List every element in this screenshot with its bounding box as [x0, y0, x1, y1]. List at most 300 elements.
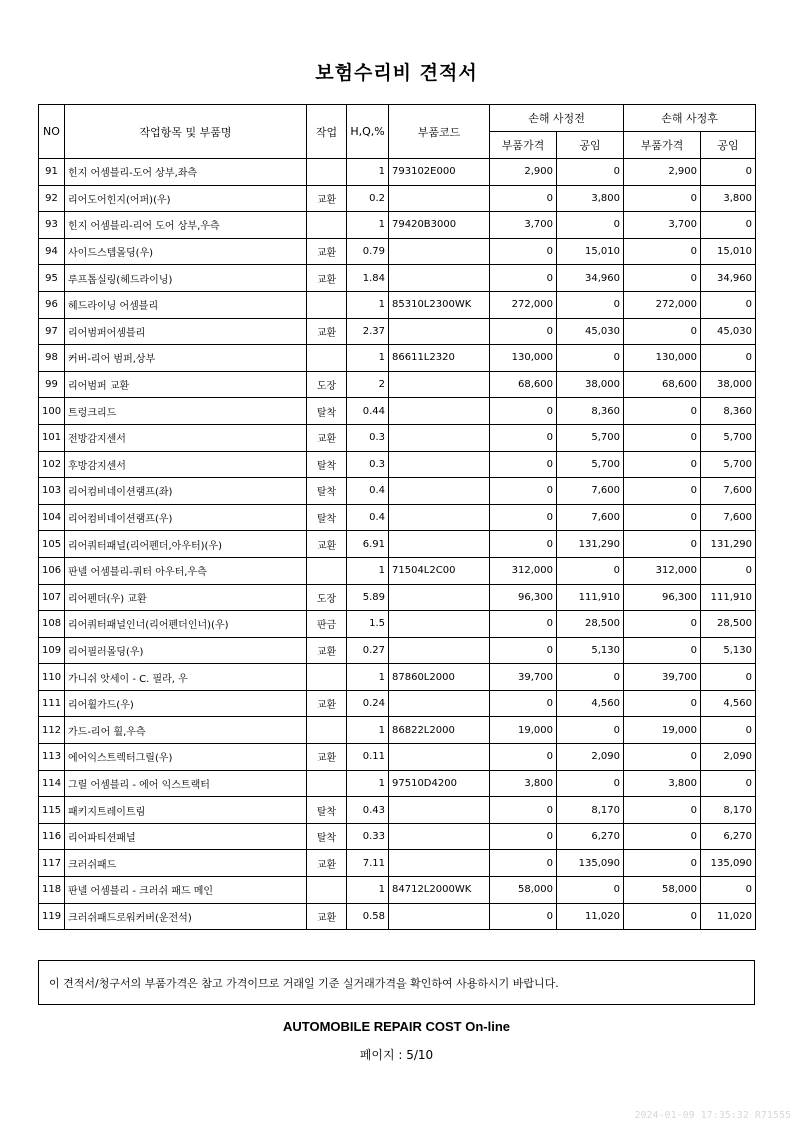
table-row	[39, 664, 756, 691]
row-before-labor: 0	[557, 717, 624, 744]
row-after-part-price: 0	[624, 823, 701, 850]
row-hq: 1.5	[347, 611, 389, 638]
row-hq: 6.91	[347, 531, 389, 558]
row-before-part-price: 3,700	[490, 212, 557, 239]
row-part-code	[389, 531, 490, 558]
row-part-code: 86822L2000	[389, 717, 490, 744]
row-hq: 0.44	[347, 398, 389, 425]
row-after-part-price: 0	[624, 318, 701, 345]
row-work-type	[307, 877, 347, 904]
row-work-type: 교환	[307, 690, 347, 717]
row-no: 109	[39, 637, 65, 664]
row-after-part-price: 0	[624, 451, 701, 478]
row-part-code	[389, 451, 490, 478]
table-row	[39, 823, 756, 850]
row-no: 101	[39, 424, 65, 451]
row-part-code: 793102E000	[389, 159, 490, 186]
row-after-part-price: 272,000	[624, 291, 701, 318]
table-row	[39, 531, 756, 558]
row-item-name: 리어휠가드(우)	[65, 690, 307, 717]
row-hq: 0.43	[347, 797, 389, 824]
row-before-labor: 11,020	[557, 903, 624, 930]
row-work-type: 교환	[307, 185, 347, 212]
row-after-labor: 0	[701, 717, 756, 744]
table-row	[39, 584, 756, 611]
row-item-name: 전방감지센서	[65, 424, 307, 451]
table-row	[39, 265, 756, 292]
row-item-name: 리어범퍼 교환	[65, 371, 307, 398]
header-work: 작업	[307, 105, 347, 159]
row-hq: 1	[347, 557, 389, 584]
print-timestamp: 2024-01-09 17:35:32 R71555	[634, 1110, 791, 1121]
row-no: 114	[39, 770, 65, 797]
row-part-code	[389, 238, 490, 265]
row-hq: 0.27	[347, 637, 389, 664]
row-after-labor: 28,500	[701, 611, 756, 638]
row-after-labor: 15,010	[701, 238, 756, 265]
row-after-part-price: 19,000	[624, 717, 701, 744]
row-item-name: 가드-리어 휠,우측	[65, 717, 307, 744]
row-item-name: 그릴 어셈블리 - 에어 익스트랙터	[65, 770, 307, 797]
row-after-labor: 0	[701, 212, 756, 239]
header-code: 부품코드	[389, 105, 490, 159]
row-after-part-price: 0	[624, 690, 701, 717]
row-after-labor: 0	[701, 770, 756, 797]
row-work-type: 교환	[307, 637, 347, 664]
row-after-labor: 0	[701, 557, 756, 584]
row-hq: 0.4	[347, 478, 389, 505]
row-before-part-price: 0	[490, 903, 557, 930]
row-before-part-price: 19,000	[490, 717, 557, 744]
row-before-part-price: 0	[490, 398, 557, 425]
row-after-part-price: 0	[624, 398, 701, 425]
row-before-labor: 6,270	[557, 823, 624, 850]
row-work-type: 도장	[307, 584, 347, 611]
row-part-code	[389, 637, 490, 664]
header-after-labor: 공임	[701, 132, 756, 159]
row-before-labor: 5,130	[557, 637, 624, 664]
row-before-labor: 4,560	[557, 690, 624, 717]
table-row	[39, 557, 756, 584]
row-before-labor: 0	[557, 159, 624, 186]
row-no: 115	[39, 797, 65, 824]
row-before-labor: 0	[557, 557, 624, 584]
row-part-code	[389, 371, 490, 398]
row-hq: 1	[347, 877, 389, 904]
table-row	[39, 159, 756, 186]
row-no: 96	[39, 291, 65, 318]
row-before-part-price: 0	[490, 531, 557, 558]
row-before-part-price: 0	[490, 797, 557, 824]
row-after-labor: 0	[701, 877, 756, 904]
table-row	[39, 478, 756, 505]
header-after: 손해 사정후	[624, 105, 756, 132]
row-after-part-price: 68,600	[624, 371, 701, 398]
row-item-name: 가니쉬 앗세이 - C. 필라, 우	[65, 664, 307, 691]
row-part-code: 71504L2C00	[389, 557, 490, 584]
row-part-code	[389, 185, 490, 212]
row-work-type: 탈착	[307, 478, 347, 505]
row-after-labor: 6,270	[701, 823, 756, 850]
row-before-labor: 131,290	[557, 531, 624, 558]
row-after-part-price: 3,700	[624, 212, 701, 239]
footer-title: AUTOMOBILE REPAIR COST On-line	[282, 1019, 511, 1034]
row-work-type: 탈착	[307, 451, 347, 478]
notice-text: 이 견적서/청구서의 부품가격은 참고 가격이므로 거래일 기준 실거래가격을 확인하여 사용하시기 바랍니다.	[49, 976, 559, 990]
row-item-name: 커버-리어 범퍼,상부	[65, 345, 307, 372]
row-hq: 5.89	[347, 584, 389, 611]
table-row	[39, 398, 756, 425]
row-before-labor: 7,600	[557, 504, 624, 531]
row-after-part-price: 0	[624, 850, 701, 877]
row-part-code: 87860L2000	[389, 664, 490, 691]
row-part-code	[389, 424, 490, 451]
row-no: 102	[39, 451, 65, 478]
row-item-name: 힌지 어셈블리-리어 도어 상부,우측	[65, 212, 307, 239]
row-after-part-price: 0	[624, 903, 701, 930]
row-no: 113	[39, 744, 65, 771]
row-before-labor: 2,090	[557, 744, 624, 771]
row-no: 103	[39, 478, 65, 505]
row-before-part-price: 2,900	[490, 159, 557, 186]
row-item-name: 리어도어힌지(어퍼)(우)	[65, 185, 307, 212]
row-after-labor: 5,700	[701, 451, 756, 478]
row-part-code	[389, 398, 490, 425]
row-before-labor: 15,010	[557, 238, 624, 265]
row-no: 97	[39, 318, 65, 345]
row-after-labor: 45,030	[701, 318, 756, 345]
row-work-type	[307, 770, 347, 797]
row-part-code	[389, 823, 490, 850]
row-hq: 2.37	[347, 318, 389, 345]
row-hq: 0.2	[347, 185, 389, 212]
row-after-labor: 0	[701, 159, 756, 186]
row-work-type	[307, 291, 347, 318]
row-work-type	[307, 557, 347, 584]
table-row	[39, 345, 756, 372]
row-before-part-price: 0	[490, 451, 557, 478]
row-no: 112	[39, 717, 65, 744]
row-no: 110	[39, 664, 65, 691]
row-no: 100	[39, 398, 65, 425]
table-row	[39, 850, 756, 877]
row-before-labor: 8,360	[557, 398, 624, 425]
header-before: 손해 사정전	[490, 105, 624, 132]
row-item-name: 리어컴비네이션램프(우)	[65, 504, 307, 531]
row-before-part-price: 0	[490, 744, 557, 771]
row-before-part-price: 0	[490, 611, 557, 638]
row-before-labor: 0	[557, 770, 624, 797]
row-hq: 0.11	[347, 744, 389, 771]
row-part-code: 86611L2320	[389, 345, 490, 372]
row-part-code	[389, 504, 490, 531]
row-after-part-price: 0	[624, 265, 701, 292]
row-no: 106	[39, 557, 65, 584]
row-no: 111	[39, 690, 65, 717]
row-hq: 1	[347, 345, 389, 372]
row-after-part-price: 3,800	[624, 770, 701, 797]
table-row	[39, 371, 756, 398]
row-item-name: 리어쿼터패널(리어펜더,아우터)(우)	[65, 531, 307, 558]
row-hq: 1	[347, 770, 389, 797]
row-hq: 0.3	[347, 424, 389, 451]
row-after-part-price: 96,300	[624, 584, 701, 611]
table-row	[39, 291, 756, 318]
row-after-part-price: 0	[624, 797, 701, 824]
row-before-labor: 34,960	[557, 265, 624, 292]
row-after-part-price: 58,000	[624, 877, 701, 904]
row-item-name: 리어쿼터패널인너(리어펜더인너)(우)	[65, 611, 307, 638]
row-after-part-price: 0	[624, 744, 701, 771]
row-hq: 1	[347, 159, 389, 186]
row-no: 116	[39, 823, 65, 850]
row-item-name: 리어범퍼어셈블리	[65, 318, 307, 345]
header-before-part-price: 부품가격	[490, 132, 557, 159]
row-item-name: 힌지 어셈블리-도어 상부,좌측	[65, 159, 307, 186]
row-item-name: 후방감지센서	[65, 451, 307, 478]
row-before-part-price: 0	[490, 318, 557, 345]
row-before-part-price: 312,000	[490, 557, 557, 584]
row-hq: 1	[347, 717, 389, 744]
row-part-code	[389, 850, 490, 877]
table-row	[39, 504, 756, 531]
row-after-labor: 8,170	[701, 797, 756, 824]
row-no: 94	[39, 238, 65, 265]
row-hq: 0.4	[347, 504, 389, 531]
row-work-type: 탈착	[307, 398, 347, 425]
row-no: 99	[39, 371, 65, 398]
row-before-part-price: 0	[490, 265, 557, 292]
row-no: 91	[39, 159, 65, 186]
page-number: 페이지 : 5/10	[359, 1048, 434, 1062]
row-after-part-price: 130,000	[624, 345, 701, 372]
row-no: 108	[39, 611, 65, 638]
row-before-part-price: 0	[490, 850, 557, 877]
row-work-type: 탈착	[307, 823, 347, 850]
table-row	[39, 637, 756, 664]
row-hq: 0.24	[347, 690, 389, 717]
row-before-part-price: 272,000	[490, 291, 557, 318]
row-before-part-price: 0	[490, 504, 557, 531]
row-work-type: 탈착	[307, 797, 347, 824]
row-after-part-price: 39,700	[624, 664, 701, 691]
row-part-code	[389, 797, 490, 824]
row-work-type: 교환	[307, 424, 347, 451]
table-row	[39, 690, 756, 717]
row-work-type: 교환	[307, 744, 347, 771]
row-before-labor: 38,000	[557, 371, 624, 398]
row-work-type: 교환	[307, 531, 347, 558]
row-after-labor: 38,000	[701, 371, 756, 398]
row-hq: 1.84	[347, 265, 389, 292]
row-after-labor: 0	[701, 291, 756, 318]
row-before-part-price: 0	[490, 823, 557, 850]
row-after-labor: 4,560	[701, 690, 756, 717]
row-part-code: 84712L2000WK	[389, 877, 490, 904]
row-no: 105	[39, 531, 65, 558]
row-item-name: 사이드스텝몰딩(우)	[65, 238, 307, 265]
row-after-labor: 7,600	[701, 478, 756, 505]
row-after-labor: 34,960	[701, 265, 756, 292]
row-before-part-price: 0	[490, 238, 557, 265]
table-row	[39, 611, 756, 638]
row-work-type: 교환	[307, 265, 347, 292]
row-before-part-price: 39,700	[490, 664, 557, 691]
row-before-labor: 111,910	[557, 584, 624, 611]
row-before-part-price: 96,300	[490, 584, 557, 611]
row-after-part-price: 0	[624, 424, 701, 451]
table-row	[39, 185, 756, 212]
header-no: NO	[39, 105, 65, 159]
row-after-labor: 131,290	[701, 531, 756, 558]
row-part-code	[389, 318, 490, 345]
row-hq: 0.58	[347, 903, 389, 930]
row-no: 98	[39, 345, 65, 372]
row-before-labor: 7,600	[557, 478, 624, 505]
row-before-part-price: 68,600	[490, 371, 557, 398]
row-item-name: 판넬 어셈블리 - 크러쉬 패드 메인	[65, 877, 307, 904]
row-hq: 1	[347, 664, 389, 691]
row-work-type: 교환	[307, 318, 347, 345]
row-part-code	[389, 584, 490, 611]
row-after-part-price: 0	[624, 478, 701, 505]
table-row	[39, 238, 756, 265]
row-before-labor: 0	[557, 291, 624, 318]
table-body	[39, 159, 756, 930]
row-after-labor: 5,700	[701, 424, 756, 451]
table-row	[39, 797, 756, 824]
row-before-part-price: 0	[490, 478, 557, 505]
row-no: 107	[39, 584, 65, 611]
row-item-name: 크러쉬패드로워커버(운전석)	[65, 903, 307, 930]
row-before-part-price: 0	[490, 637, 557, 664]
estimate-table	[38, 104, 756, 930]
row-item-name: 에어익스트렉터그릴(우)	[65, 744, 307, 771]
row-item-name: 리어필러몰딩(우)	[65, 637, 307, 664]
row-work-type	[307, 717, 347, 744]
row-hq: 0.3	[347, 451, 389, 478]
row-before-part-price: 0	[490, 185, 557, 212]
row-before-labor: 135,090	[557, 850, 624, 877]
header-item: 작업항목 및 부품명	[65, 105, 307, 159]
row-after-part-price: 0	[624, 531, 701, 558]
row-before-part-price: 58,000	[490, 877, 557, 904]
row-hq: 1	[347, 291, 389, 318]
row-item-name: 리어펜더(우) 교환	[65, 584, 307, 611]
row-work-type	[307, 664, 347, 691]
row-before-part-price: 130,000	[490, 345, 557, 372]
table-row	[39, 451, 756, 478]
row-no: 95	[39, 265, 65, 292]
row-after-part-price: 0	[624, 504, 701, 531]
row-no: 92	[39, 185, 65, 212]
table-row	[39, 877, 756, 904]
row-work-type: 교환	[307, 238, 347, 265]
row-after-labor: 8,360	[701, 398, 756, 425]
table-header	[39, 105, 756, 159]
row-before-labor: 45,030	[557, 318, 624, 345]
row-work-type: 도장	[307, 371, 347, 398]
row-after-labor: 135,090	[701, 850, 756, 877]
row-before-part-price: 0	[490, 690, 557, 717]
row-after-part-price: 0	[624, 238, 701, 265]
row-after-part-price: 0	[624, 637, 701, 664]
row-before-labor: 0	[557, 212, 624, 239]
row-part-code	[389, 265, 490, 292]
row-item-name: 판넬 어셈블리-쿼터 아우터,우측	[65, 557, 307, 584]
table-row	[39, 903, 756, 930]
row-no: 93	[39, 212, 65, 239]
row-hq: 7.11	[347, 850, 389, 877]
row-after-part-price: 312,000	[624, 557, 701, 584]
row-after-labor: 0	[701, 664, 756, 691]
row-item-name: 크러쉬패드	[65, 850, 307, 877]
row-before-labor: 28,500	[557, 611, 624, 638]
row-item-name: 패키지트레이트림	[65, 797, 307, 824]
row-no: 117	[39, 850, 65, 877]
row-hq: 0.79	[347, 238, 389, 265]
row-after-labor: 11,020	[701, 903, 756, 930]
row-before-labor: 5,700	[557, 451, 624, 478]
table-row	[39, 717, 756, 744]
row-hq: 2	[347, 371, 389, 398]
table-row	[39, 744, 756, 771]
row-no: 119	[39, 903, 65, 930]
table-row	[39, 424, 756, 451]
row-work-type: 판금	[307, 611, 347, 638]
row-item-name: 헤드라이닝 어셈블리	[65, 291, 307, 318]
table-row	[39, 770, 756, 797]
row-before-labor: 8,170	[557, 797, 624, 824]
row-after-labor: 5,130	[701, 637, 756, 664]
row-hq: 0.33	[347, 823, 389, 850]
row-work-type	[307, 345, 347, 372]
row-after-part-price: 0	[624, 611, 701, 638]
row-work-type: 탈착	[307, 504, 347, 531]
header-after-part-price: 부품가격	[624, 132, 701, 159]
row-after-labor: 7,600	[701, 504, 756, 531]
row-after-part-price: 0	[624, 185, 701, 212]
row-work-type	[307, 159, 347, 186]
row-part-code	[389, 690, 490, 717]
row-no: 118	[39, 877, 65, 904]
row-after-labor: 2,090	[701, 744, 756, 771]
row-before-labor: 0	[557, 664, 624, 691]
row-after-labor: 0	[701, 345, 756, 372]
row-work-type	[307, 212, 347, 239]
row-work-type: 교환	[307, 903, 347, 930]
row-part-code	[389, 611, 490, 638]
row-before-labor: 3,800	[557, 185, 624, 212]
row-part-code: 85310L2300WK	[389, 291, 490, 318]
row-before-labor: 5,700	[557, 424, 624, 451]
row-before-part-price: 0	[490, 424, 557, 451]
row-work-type: 교환	[307, 850, 347, 877]
row-before-part-price: 3,800	[490, 770, 557, 797]
row-part-code: 79420B3000	[389, 212, 490, 239]
row-no: 104	[39, 504, 65, 531]
row-before-labor: 0	[557, 877, 624, 904]
row-hq: 1	[347, 212, 389, 239]
row-before-labor: 0	[557, 345, 624, 372]
header-before-labor: 공임	[557, 132, 624, 159]
table-row	[39, 212, 756, 239]
table-row	[39, 318, 756, 345]
row-item-name: 트렁크리드	[65, 398, 307, 425]
row-after-labor: 111,910	[701, 584, 756, 611]
row-part-code	[389, 903, 490, 930]
document-title: 보험수리비 견적서	[315, 62, 478, 84]
